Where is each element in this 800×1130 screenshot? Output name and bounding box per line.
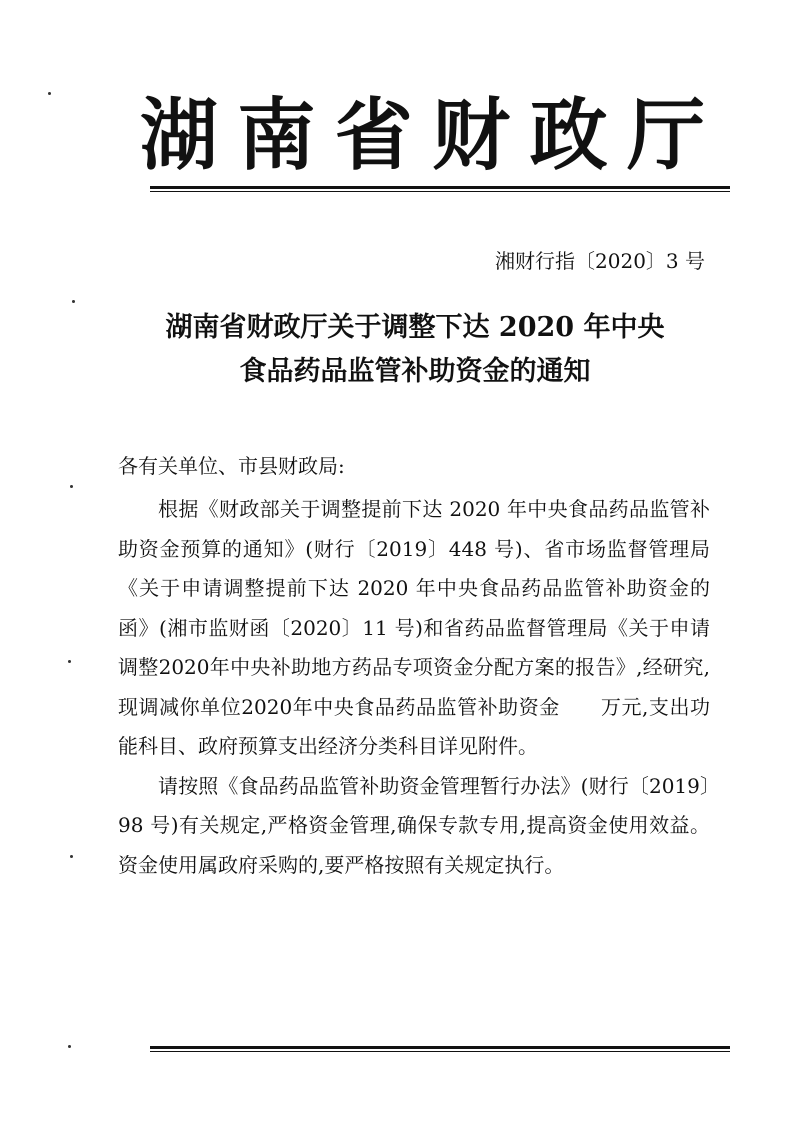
body-paragraph-2: 请按照《食品药品监管补助资金管理暂行办法》(财行〔2019〕98 号)有关规定,严格资金管理,确保专款专用,提高资金使用效益。资金使用属政府采购的,要严格按照有关规定执行。 bbox=[118, 773, 710, 877]
addressee: 各有关单位、市县财政局: bbox=[118, 454, 345, 478]
footer-rule-thin bbox=[150, 1051, 730, 1052]
letterhead-char: 厅 bbox=[626, 90, 705, 181]
letterhead-char: 省 bbox=[334, 90, 413, 181]
scan-speck bbox=[48, 92, 51, 95]
letterhead-char: 财 bbox=[432, 90, 511, 181]
body-paragraph-1: 根据《财政部关于调整提前下达 2020 年中央食品药品监管补助资金预算的通知》(财行〔2019〕448 号)、省市场监督管理局《关于申请调整提前下达 2020 年中央食品药品监管补助资金的函》(湘市监财函〔2020〕11 号)和省药品监督管理局《关于申请调整2020年中央补助地方药品专项资金分配方案的报告》,经研究,现调减你单位2020年中央食品药品监管补助资金 万元,支出功能科目、政府预算支出经济分类科目详见附件。 bbox=[118, 497, 710, 758]
scan-speck bbox=[70, 485, 73, 488]
letterhead-char: 南 bbox=[237, 90, 316, 181]
letterhead-rule bbox=[150, 186, 730, 189]
letterhead-rule-thin bbox=[150, 191, 730, 192]
scan-speck bbox=[72, 300, 75, 303]
footer-rule bbox=[150, 1046, 730, 1049]
scan-speck bbox=[68, 1045, 71, 1048]
letterhead-char: 政 bbox=[529, 90, 608, 181]
document-title bbox=[120, 306, 710, 394]
document-number: 湘财行指〔2020〕3 号 bbox=[495, 249, 705, 273]
scan-speck bbox=[68, 660, 71, 663]
letterhead bbox=[140, 92, 705, 180]
scan-speck bbox=[70, 855, 73, 858]
title-line-1: 湖南省财政厅关于调整下达 2020 年中央 bbox=[165, 312, 665, 343]
title-line-2: 食品药品监管补助资金的通知 bbox=[239, 356, 591, 387]
letterhead-char: 湖 bbox=[140, 90, 219, 181]
document-body bbox=[118, 490, 710, 885]
